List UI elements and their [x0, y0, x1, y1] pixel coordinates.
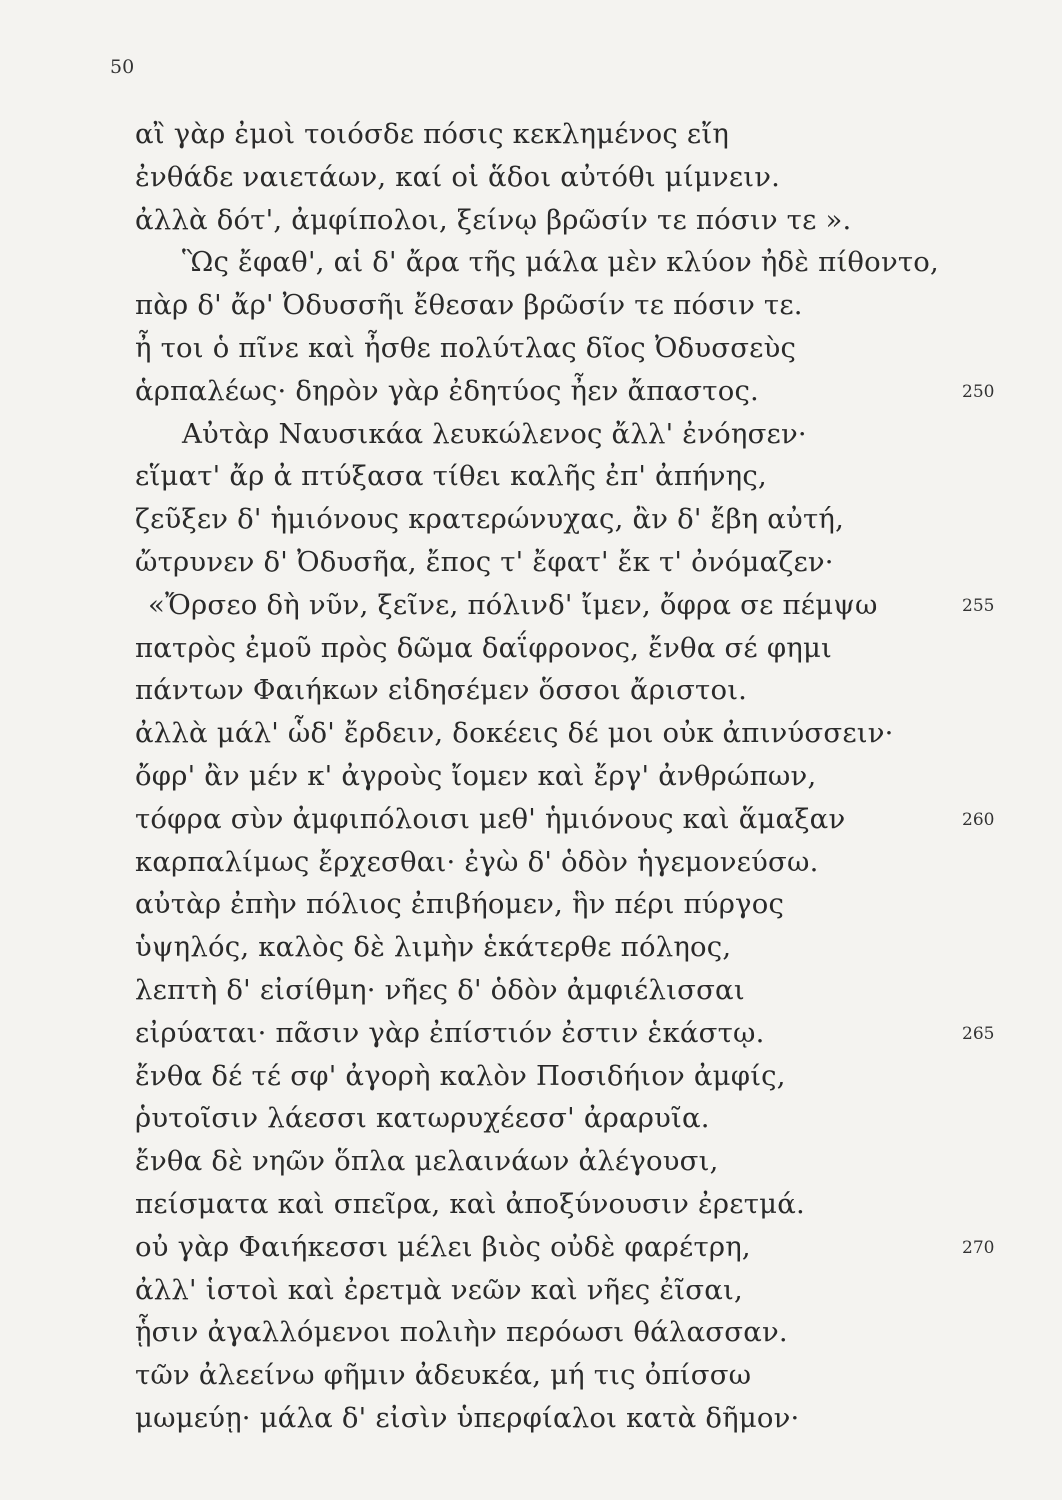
verse-line: ᾗσιν ἀγαλλόμενοι πολιὴν περόωσι θάλασσαν.: [135, 1316, 788, 1348]
verse-line: ἀλλὰ μάλ' ὧδ' ἔρδειν, δοκέεις δέ μοι οὐκ ἀπινύσσειν·: [135, 717, 894, 749]
verse-line: ἀλλὰ δότ', ἀμφίπολοι, ξείνῳ βρῶσίν τε πόσιν τε ».: [135, 204, 852, 236]
line-number: 265: [962, 1024, 995, 1044]
verse-line: ἦ τοι ὁ πῖνε καὶ ἦσθε πολύτλας δῖος Ὀδυσσεὺς: [135, 332, 797, 364]
verse-line: ὄφρ' ἂν μέν κ' ἀγροὺς ἴομεν καὶ ἔργ' ἀνθρώπων,: [135, 760, 817, 792]
line-number: 255: [962, 596, 995, 616]
verse-line: ἁρπαλέως· δηρὸν γὰρ ἐδητύος ἦεν ἄπαστος.: [135, 375, 759, 407]
verse-line: Ὣς ἔφαθ', αἱ δ' ἄρα τῆς μάλα μὲν κλύον ἠδὲ πίθοντο,: [182, 246, 939, 278]
page-number: 50: [110, 56, 135, 78]
verse-line: τῶν ἀλεείνω φῆμιν ἀδευκέα, μή τις ὀπίσσω: [135, 1359, 752, 1391]
verse-line: ἔνθα δέ τέ σφ' ἀγορὴ καλὸν Ποσιδήιον ἀμφίς,: [135, 1060, 786, 1092]
verse-line: πείσματα καὶ σπεῖρα, καὶ ἀποξύνουσιν ἐρετμά.: [135, 1188, 805, 1220]
line-number: 270: [962, 1238, 995, 1258]
verse-line: «Ὄρσεο δὴ νῦν, ξεῖνε, πόλινδ' ἴμεν, ὄφρα σε πέμψω: [148, 589, 878, 621]
verse-line: πατρὸς ἐμοῦ πρὸς δῶμα δαΐφρονος, ἔνθα σέ φημι: [135, 632, 833, 664]
verse-line: ὑψηλός, καλὸς δὲ λιμὴν ἑκάτερθε πόληος,: [135, 931, 732, 963]
line-number: 250: [962, 382, 995, 402]
verse-line: αἲ γὰρ ἐμοὶ τοιόσδε πόσις κεκλημένος εἴη: [135, 118, 730, 150]
verse-line: πάντων Φαιήκων εἰδησέμεν ὅσσοι ἄριστοι.: [135, 674, 748, 706]
verse-line: εἰρύαται· πᾶσιν γὰρ ἐπίστιόν ἐστιν ἑκάστῳ.: [135, 1017, 765, 1049]
verse-line: αὐτὰρ ἐπὴν πόλιος ἐπιβήομεν, ἣν πέρι πύργος: [135, 888, 785, 920]
verse-line: εἵματ' ἄρ ἀ πτύξασα τίθει καλῆς ἐπ' ἀπήνης,: [135, 460, 767, 492]
verse-line: ζεῦξεν δ' ἡμιόνους κρατερώνυχας, ἂν δ' ἔβη αὐτή,: [135, 503, 845, 535]
verse-line: ῥυτοῖσιν λάεσσι κατωρυχέεσσ' ἀραρυῖα.: [135, 1102, 710, 1134]
verse-line: ἀλλ' ἱστοὶ καὶ ἐρετμὰ νεῶν καὶ νῆες ἐῖσαι,: [135, 1274, 743, 1306]
verse-line: λεπτὴ δ' εἰσίθμη· νῆες δ' ὁδὸν ἀμφιέλισσαι: [135, 974, 745, 1006]
verse-line: καρπαλίμως ἔρχεσθαι· ἐγὼ δ' ὁδὸν ἡγεμονεύσω.: [135, 846, 819, 878]
verse-line: Αὐτὰρ Ναυσικάα λευκώλενος ἄλλ' ἐνόησεν·: [182, 418, 807, 450]
verse-line: ἐνθάδε ναιετάων, καί οἱ ἅδοι αὐτόθι μίμνειν.: [135, 161, 781, 193]
verse-line: ἔνθα δὲ νηῶν ὅπλα μελαινάων ἀλέγουσι,: [135, 1145, 719, 1177]
verse-line: οὐ γὰρ Φαιήκεσσι μέλει βιὸς οὐδὲ φαρέτρη,: [135, 1231, 751, 1263]
verse-line: τόφρα σὺν ἀμφιπόλοισι μεθ' ἡμιόνους καὶ ἅμαξαν: [135, 803, 846, 835]
line-number: 260: [962, 810, 995, 830]
verse-line: πὰρ δ' ἄρ' Ὀδυσσῆι ἔθεσαν βρῶσίν τε πόσιν τε.: [135, 289, 803, 321]
verse-line: ὤτρυνεν δ' Ὀδυσῆα, ἔπος τ' ἔφατ' ἔκ τ' ὀνόμαζεν·: [135, 546, 834, 578]
verse-line: μωμεύῃ· μάλα δ' εἰσὶν ὑπερφίαλοι κατὰ δῆμον·: [135, 1402, 800, 1434]
